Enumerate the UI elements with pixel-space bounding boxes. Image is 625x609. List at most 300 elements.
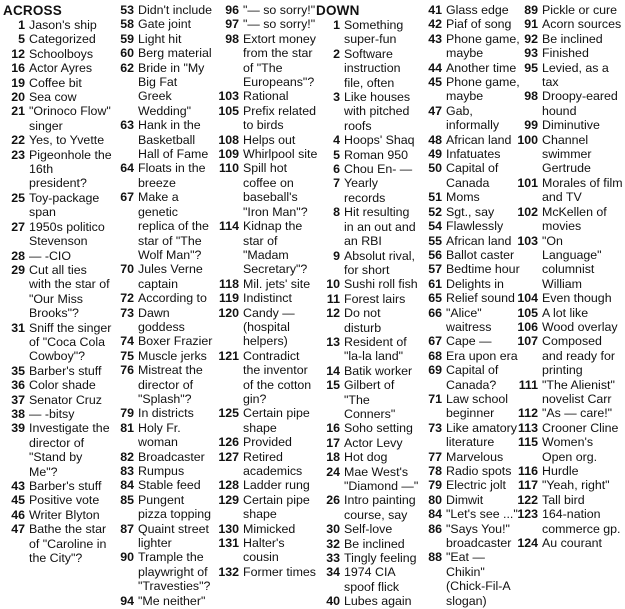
clue-text: 1974 CIA spoof flick <box>344 565 400 594</box>
clue-item <box>512 334 623 377</box>
clue-item <box>512 536 623 550</box>
clue-number: 27 <box>11 219 25 234</box>
clue-item <box>114 363 213 406</box>
clue-item <box>3 393 112 407</box>
clue-number: 3 <box>333 90 340 105</box>
clue-text: Pickle or cure <box>542 3 618 17</box>
clue-number: 40 <box>326 594 340 609</box>
clue-number: 51 <box>428 190 442 205</box>
clue-number: 24 <box>326 464 340 479</box>
clue-number: 128 <box>218 478 239 493</box>
clue-text: Sushi roll fish <box>344 277 418 292</box>
clue-number: 4 <box>333 133 340 148</box>
clue-text: Tingly feeling <box>344 551 417 566</box>
clue-item <box>3 104 112 133</box>
clue-item <box>420 450 522 464</box>
clue-text: Helps out <box>243 132 296 147</box>
clue-item <box>420 205 522 219</box>
clue-number: 69 <box>428 363 442 378</box>
clue-text: Gate joint <box>138 17 192 32</box>
clue-item <box>512 61 623 90</box>
clue-item <box>316 364 420 378</box>
clue-text: Categorized <box>29 32 96 47</box>
clue-text: Yearly records <box>344 176 386 205</box>
clue-item <box>114 550 213 593</box>
clue-item <box>512 435 623 464</box>
clue-item <box>213 133 318 147</box>
clue-text: Sniff the singer of "Coca Cola Cowboy"? <box>29 320 112 364</box>
clue-text: Flawlessly <box>446 219 504 234</box>
clue-item <box>512 421 623 435</box>
clue-number: 12 <box>326 306 340 321</box>
clue-number: 65 <box>428 291 442 306</box>
clue-number: 60 <box>120 46 134 61</box>
clue-number: 57 <box>428 262 442 277</box>
clue-item <box>114 406 213 420</box>
clue-number: 78 <box>428 464 442 478</box>
clue-item <box>316 249 420 278</box>
clue-number: 8 <box>333 205 340 220</box>
clue-number: 132 <box>218 564 239 579</box>
clue-text: Chou En- — <box>344 162 413 177</box>
clue-text: Even though <box>542 291 612 306</box>
clue-text: Another time <box>446 60 517 75</box>
clue-text: 164-nation commerce gp. <box>542 507 621 536</box>
clue-number: 9 <box>333 248 340 263</box>
clue-number: 5 <box>333 147 340 162</box>
clue-number: 87 <box>120 521 134 536</box>
clue-item <box>316 421 420 435</box>
clue-number: 36 <box>11 378 25 393</box>
clue-number: 16 <box>326 421 340 436</box>
clue-item <box>213 161 318 219</box>
clue-text: "As — care!" <box>542 406 613 421</box>
clue-number: 34 <box>326 565 340 580</box>
clue-number: 75 <box>120 348 134 363</box>
clue-number: 66 <box>428 305 442 320</box>
clue-item <box>3 32 112 46</box>
clue-number: 118 <box>219 276 239 291</box>
clue-item <box>512 378 623 407</box>
clue-text: Yes, to Yvette <box>29 133 105 148</box>
clue-text: Like houses with pitched roofs <box>344 90 411 133</box>
clue-number: 41 <box>428 3 442 17</box>
clue-item <box>114 190 213 262</box>
clue-item <box>420 234 522 248</box>
clue-number: 100 <box>517 132 538 147</box>
clue-text: "— so sorry!" <box>243 3 316 17</box>
clue-text: Self-love <box>344 522 393 537</box>
clue-text: Candy — (hospital helpers) <box>243 305 295 349</box>
clue-number: 17 <box>326 435 340 450</box>
clue-number: 12 <box>11 46 25 61</box>
clue-text: Hit resulting in an out and an RBI <box>344 205 416 249</box>
clue-text: Batik worker <box>344 363 413 378</box>
clue-text: Broadcaster <box>138 449 205 464</box>
clue-item <box>420 75 522 104</box>
clue-text: Like amatory literature <box>446 420 517 450</box>
clue-text: Delights in <box>446 276 504 291</box>
clue-item <box>3 522 112 565</box>
clue-text: Hoops' Shaq <box>344 133 415 148</box>
clue-text: Mimicked <box>243 521 296 536</box>
clue-number: 39 <box>11 421 25 436</box>
clue-item <box>114 291 213 305</box>
clue-text: Didn't include <box>138 3 212 17</box>
clue-item <box>512 406 623 420</box>
clue-text: Bride in "My Big Fat Greek Wedding" <box>138 60 205 118</box>
clue-text: Provided <box>243 435 292 450</box>
clue-number: 5 <box>18 32 25 47</box>
clue-item <box>512 32 623 46</box>
clue-item <box>114 450 213 464</box>
clue-item <box>114 3 213 17</box>
clue-number: 52 <box>428 204 442 219</box>
clue-number: 55 <box>428 233 442 248</box>
clue-item <box>316 522 420 536</box>
clue-number: 79 <box>120 406 134 421</box>
clue-number: 31 <box>11 320 25 335</box>
clue-text: Capital of Canada <box>446 161 499 190</box>
clue-number: 85 <box>120 492 134 507</box>
clue-number: 58 <box>120 17 134 32</box>
clue-item <box>420 61 522 75</box>
clue-text: African land <box>446 233 512 248</box>
clue-text: Ladder rung <box>243 478 310 493</box>
clue-item <box>114 522 213 551</box>
clue-item <box>114 349 213 363</box>
clue-item <box>512 205 623 234</box>
clue-number: 45 <box>428 75 442 90</box>
clue-number: 20 <box>11 90 25 105</box>
clue-number: 71 <box>428 391 442 406</box>
clue-text: Ballot caster <box>446 247 515 262</box>
clue-number: 114 <box>219 219 239 234</box>
clue-item <box>213 219 318 277</box>
clue-number: 115 <box>518 435 538 450</box>
clue-text: — -bitsy <box>29 406 75 421</box>
clue-item <box>3 263 112 321</box>
clue-item <box>316 90 420 133</box>
clue-item <box>316 465 420 494</box>
clue-number: 105 <box>517 305 538 320</box>
clue-text: Dimwit <box>446 492 484 507</box>
clue-item <box>213 478 318 492</box>
clue-text: Barber's stuff <box>29 363 102 378</box>
clue-number: 33 <box>326 551 340 566</box>
clue-text: Schoolboys <box>29 46 94 61</box>
clue-number: 99 <box>524 118 538 133</box>
clue-text: Sea cow <box>29 90 77 105</box>
clue-number: 61 <box>428 276 442 291</box>
clue-item <box>420 190 522 204</box>
clue-number: 97 <box>225 17 239 32</box>
clue-text: Writer Blyton <box>29 507 100 522</box>
clue-text: Morales of film and TV <box>542 175 623 205</box>
clue-item <box>3 378 112 392</box>
clue-text: Lubes again <box>344 594 412 609</box>
clue-number: 90 <box>120 550 134 565</box>
clue-item <box>213 536 318 565</box>
clue-text: Do not disturb <box>344 306 382 335</box>
clue-text: Infatuates <box>446 147 501 162</box>
clue-text: Droopy-eared hound <box>542 89 618 118</box>
clue-item <box>512 478 623 492</box>
clue-text: In districts <box>138 406 194 421</box>
clue-item <box>3 148 112 191</box>
clue-text: Glass edge <box>446 3 509 17</box>
clue-item <box>512 118 623 132</box>
clue-number: 101 <box>517 175 538 190</box>
clue-item <box>213 104 318 133</box>
clue-number: 121 <box>218 348 239 363</box>
clue-item <box>3 18 112 32</box>
clue-text: Extort money from the star of "The Europeans"? <box>243 31 316 90</box>
clue-number: 88 <box>428 550 442 565</box>
clue-number: 64 <box>120 161 134 176</box>
clue-number: 125 <box>218 406 239 421</box>
clue-item <box>213 565 318 579</box>
clue-item <box>114 118 213 161</box>
clue-text: Resident of "la-la land" <box>344 334 407 364</box>
clue-text: Something super-fun <box>344 18 404 47</box>
clue-text: Pungent pizza topping <box>138 492 212 522</box>
clue-number: 79 <box>428 478 442 493</box>
clue-item <box>213 435 318 449</box>
clue-item <box>3 90 112 104</box>
clue-item <box>316 493 420 522</box>
clue-item <box>3 220 112 249</box>
clue-number: 63 <box>120 118 134 133</box>
clue-text: Mil. jets' site <box>243 276 311 291</box>
clue-item <box>3 364 112 378</box>
clue-text: Crooner Cline <box>542 420 619 435</box>
clue-item <box>114 32 213 46</box>
clue-text: "Me neither" <box>138 593 206 608</box>
clue-number: 42 <box>428 17 442 32</box>
clue-item <box>512 3 623 17</box>
clue-text: Boxer Frazier <box>138 334 213 349</box>
clue-number: 13 <box>326 334 340 349</box>
clue-item <box>316 205 420 248</box>
clue-number: 103 <box>517 233 538 248</box>
clue-number: 6 <box>333 162 340 177</box>
clue-text: A lot like <box>542 305 589 320</box>
clue-text: Forest lairs <box>344 291 406 306</box>
clue-text: "The Alienist" novelist Carr <box>542 377 615 406</box>
clue-number: 86 <box>428 521 442 536</box>
clue-text: Floats in the breeze <box>138 161 206 190</box>
clue-number: 131 <box>218 536 239 551</box>
clue-text: Jason's ship <box>29 18 97 32</box>
clue-number: 70 <box>120 262 134 277</box>
clue-item <box>213 291 318 305</box>
clue-item <box>316 450 420 464</box>
clue-item <box>512 17 623 31</box>
clue-text: Moms <box>446 190 480 205</box>
clue-text: Sgt., say <box>446 204 495 219</box>
clue-item <box>512 234 623 292</box>
clue-column-5 <box>420 3 522 608</box>
clue-text: Acorn sources <box>542 17 622 32</box>
clue-item <box>512 291 623 305</box>
clue-number: 84 <box>428 507 442 522</box>
clue-text: Rational <box>243 89 289 104</box>
clue-item <box>316 47 420 90</box>
clue-text: Whirlpool site <box>243 147 318 162</box>
clue-number: 130 <box>218 521 239 536</box>
clue-number: 84 <box>120 478 134 493</box>
clue-item <box>420 522 522 551</box>
clue-text: Bedtime hour <box>446 262 520 277</box>
clue-text: Actor Ayres <box>29 61 93 76</box>
clue-item <box>114 334 213 348</box>
clue-text: Berg material <box>138 46 212 61</box>
clue-item <box>512 306 623 320</box>
clue-text: Soho setting <box>344 421 413 436</box>
clue-text: Intro painting course, say <box>344 493 416 522</box>
clue-number: 126 <box>218 435 239 450</box>
clue-item <box>3 76 112 90</box>
clue-text: Bathe the star of "Caroline in the City"? <box>29 522 107 566</box>
clue-number: 96 <box>225 3 239 17</box>
clue-text: Cape — <box>446 334 492 349</box>
clue-item <box>512 320 623 334</box>
clue-item <box>420 550 522 608</box>
clue-item <box>3 321 112 364</box>
clue-text: Quaint street lighter <box>138 521 209 551</box>
clue-item <box>114 306 213 335</box>
clue-item <box>114 161 213 190</box>
clue-number: 30 <box>326 522 340 537</box>
clue-item <box>114 478 213 492</box>
clue-item <box>3 421 112 479</box>
clue-number: 28 <box>11 248 25 263</box>
clue-number: 43 <box>428 31 442 46</box>
clue-number: 92 <box>524 31 538 46</box>
clue-number: 16 <box>11 61 25 76</box>
clue-number: 95 <box>524 60 538 75</box>
clue-text: Au courant <box>542 536 602 551</box>
clue-number: 82 <box>120 449 134 464</box>
clue-item <box>316 594 420 608</box>
clue-number: 98 <box>225 31 239 46</box>
clue-item <box>420 104 522 133</box>
clue-item <box>316 277 420 291</box>
clue-item <box>3 191 112 220</box>
clue-item <box>420 17 522 31</box>
clue-number: 76 <box>120 363 134 378</box>
clue-text: Era upon era <box>446 348 518 363</box>
clue-number: 44 <box>428 60 442 75</box>
clue-item <box>213 493 318 522</box>
clue-text: Contradict the inventor of the cotton gin? <box>243 348 312 406</box>
clue-item <box>3 61 112 75</box>
clue-text: Toy-package span <box>29 190 100 220</box>
clue-item <box>420 493 522 507</box>
clue-number: 113 <box>518 420 538 435</box>
clue-item <box>512 46 623 60</box>
clue-item <box>316 565 420 594</box>
clue-text: Trample the playwright of "Travesties"? <box>138 550 211 594</box>
clue-number: 89 <box>524 3 538 17</box>
clue-number: 106 <box>517 319 538 334</box>
clue-column-4 <box>316 3 420 609</box>
clue-text: Positive vote <box>29 493 100 508</box>
clue-text: Cut all ties with the star of "Our Miss Brooks"? <box>29 262 110 321</box>
clue-text: Wood overlay <box>542 319 618 334</box>
clue-item <box>420 161 522 190</box>
clue-item <box>420 277 522 291</box>
clue-number: 93 <box>524 46 538 61</box>
clue-item <box>512 176 623 205</box>
clue-number: 108 <box>218 132 239 147</box>
clue-item <box>512 464 623 478</box>
clue-text: Rumpus <box>138 464 185 478</box>
clue-item <box>420 147 522 161</box>
clue-item <box>114 17 213 31</box>
clue-text: Muscle jerks <box>138 348 207 363</box>
clue-item <box>420 334 522 348</box>
clue-item <box>213 522 318 536</box>
clue-text: "Let's see ..." <box>446 507 518 522</box>
clue-number: 124 <box>517 536 538 551</box>
clue-number: 32 <box>326 536 340 551</box>
clue-text: Spill hot coffee on baseball's "Iron Man"? <box>243 161 308 219</box>
clue-text: Halter's cousin <box>243 536 285 565</box>
clue-item <box>316 148 420 162</box>
clue-number: 81 <box>120 420 134 435</box>
clue-number: 120 <box>218 305 239 320</box>
clue-text: "On Language" columnist William <box>542 233 602 291</box>
clue-item <box>420 392 522 421</box>
clue-number: 37 <box>11 392 25 407</box>
clue-number: 47 <box>11 522 25 537</box>
clue-number: 2 <box>333 46 340 61</box>
clue-text: "Orinoco Flow" singer <box>29 104 111 133</box>
clue-text: 1950s politico Stevenson <box>29 219 105 249</box>
clue-number: 74 <box>120 334 134 349</box>
clue-item <box>316 551 420 565</box>
clue-number: 48 <box>428 132 442 147</box>
clue-number: 18 <box>326 450 340 465</box>
clue-number: 68 <box>428 348 442 363</box>
clue-number: 94 <box>120 593 134 608</box>
clue-number: 104 <box>517 291 538 306</box>
clue-item <box>316 335 420 364</box>
clue-text: Dawn goddess <box>138 305 185 334</box>
clue-item <box>3 508 112 522</box>
clue-number: 56 <box>428 247 442 262</box>
clue-number: 25 <box>11 190 25 205</box>
clue-number: 72 <box>120 291 134 306</box>
clue-item <box>213 306 318 349</box>
clue-text: Former times <box>243 564 316 579</box>
clue-number: 14 <box>326 363 340 378</box>
clue-text: Hurdle <box>542 464 579 478</box>
clue-text: Pigeonhole the 16th president? <box>29 147 112 191</box>
clue-text: Color shade <box>29 378 96 393</box>
clue-text: — -CIO <box>29 248 71 263</box>
clue-text: Holy Fr. woman <box>138 420 181 450</box>
clue-item <box>114 493 213 522</box>
clue-item <box>213 277 318 291</box>
clue-text: "Yeah, right" <box>542 478 610 493</box>
clue-item <box>316 162 420 176</box>
clue-item <box>316 18 420 47</box>
clue-number: 109 <box>218 147 239 162</box>
clue-text: Prefix related to birds <box>243 103 317 133</box>
